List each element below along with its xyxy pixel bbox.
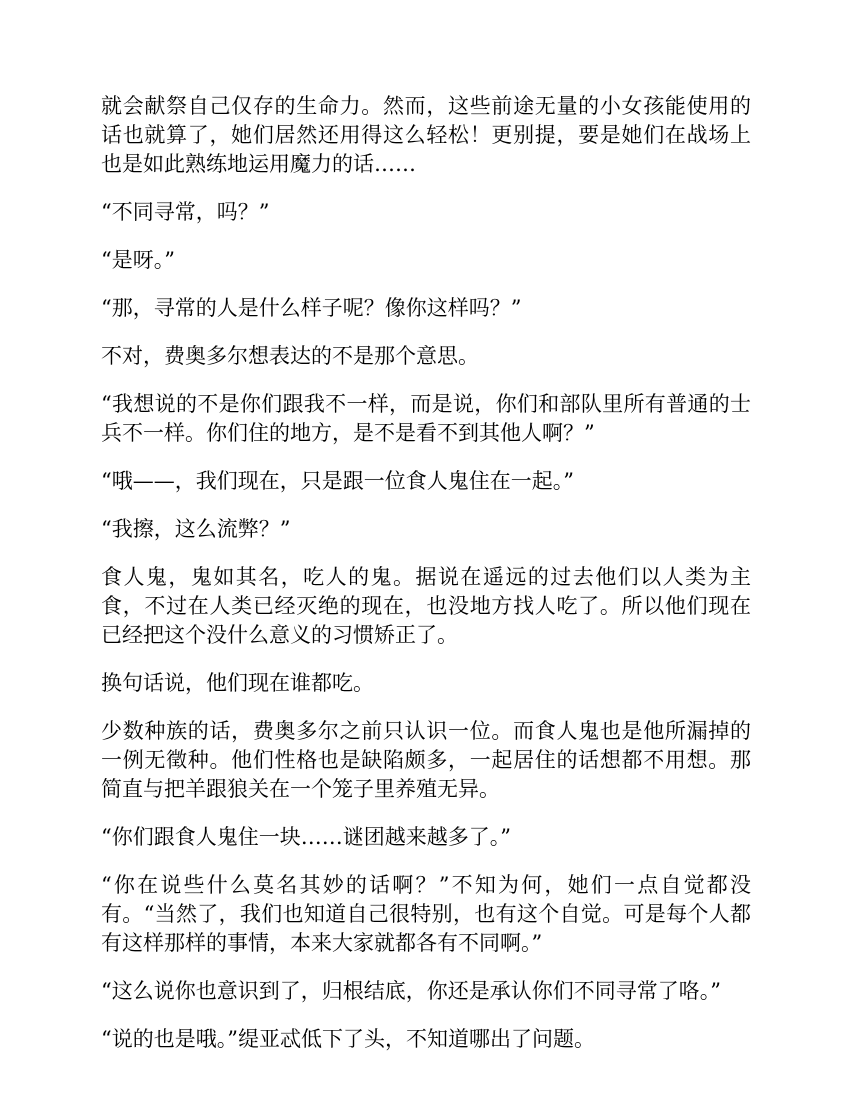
paragraph: 换句话说，他们现在谁都吃。 xyxy=(101,671,374,695)
paragraph: “说的也是哦。”缇亚忒低下了头，不知道哪出了问题。 xyxy=(101,1027,595,1051)
paragraph: 不对，费奥多尔想表达的不是那个意思。 xyxy=(101,344,479,368)
paragraph: “哦——，我们现在，只是跟一位食人鬼住在一起。” xyxy=(101,469,574,493)
paragraph: “你在说些什么莫名其妙的话啊？”不知为何，她们一点自觉都没有。“当然了，我们也知道自己很特别，也有这个自觉。可是每个人都有这样那样的事情，本来大家就都各有不同啊。” xyxy=(101,873,751,955)
paragraph: “我想说的不是你们跟我不一样，而是说，你们和部队里所有普通的士兵不一样。你们住的地方，是不是看不到其他人啊？” xyxy=(101,392,751,445)
paragraph: 少数种族的话，费奥多尔之前只认识一位。而食人鬼也是他所漏掉的一例无徵种。他们性格也是缺陷颇多，一起居住的话想都不用想。那简直与把羊跟狼关在一个笼子里养殖无异。 xyxy=(101,719,751,801)
paragraph: “你们跟食人鬼住一块……谜团越来越多了。” xyxy=(101,825,511,849)
paragraph: 就会献祭自己仅存的生命力。然而，这些前途无量的小女孩能使用的话也就算了，她们居然还用得这么轻松！更别提，要是她们在战场上也是如此熟练地运用魔力的话…… xyxy=(101,94,751,176)
paragraph: “我擦，这么流弊？” xyxy=(101,517,291,541)
paragraph: “这么说你也意识到了，归根结底，你还是承认你们不同寻常了咯。” xyxy=(101,979,721,1003)
document-page xyxy=(101,92,751,1073)
paragraph: “是呀。” xyxy=(101,248,175,272)
paragraph: “不同寻常，吗？” xyxy=(101,200,270,224)
paragraph: 食人鬼，鬼如其名，吃人的鬼。据说在遥远的过去他们以人类为主食，不过在人类已经灭绝的现在，也没地方找人吃了。所以他们现在已经把这个没什么意义的习惯矫正了。 xyxy=(101,565,751,647)
paragraph: “那，寻常的人是什么样子呢？像你这样吗？” xyxy=(101,296,522,320)
